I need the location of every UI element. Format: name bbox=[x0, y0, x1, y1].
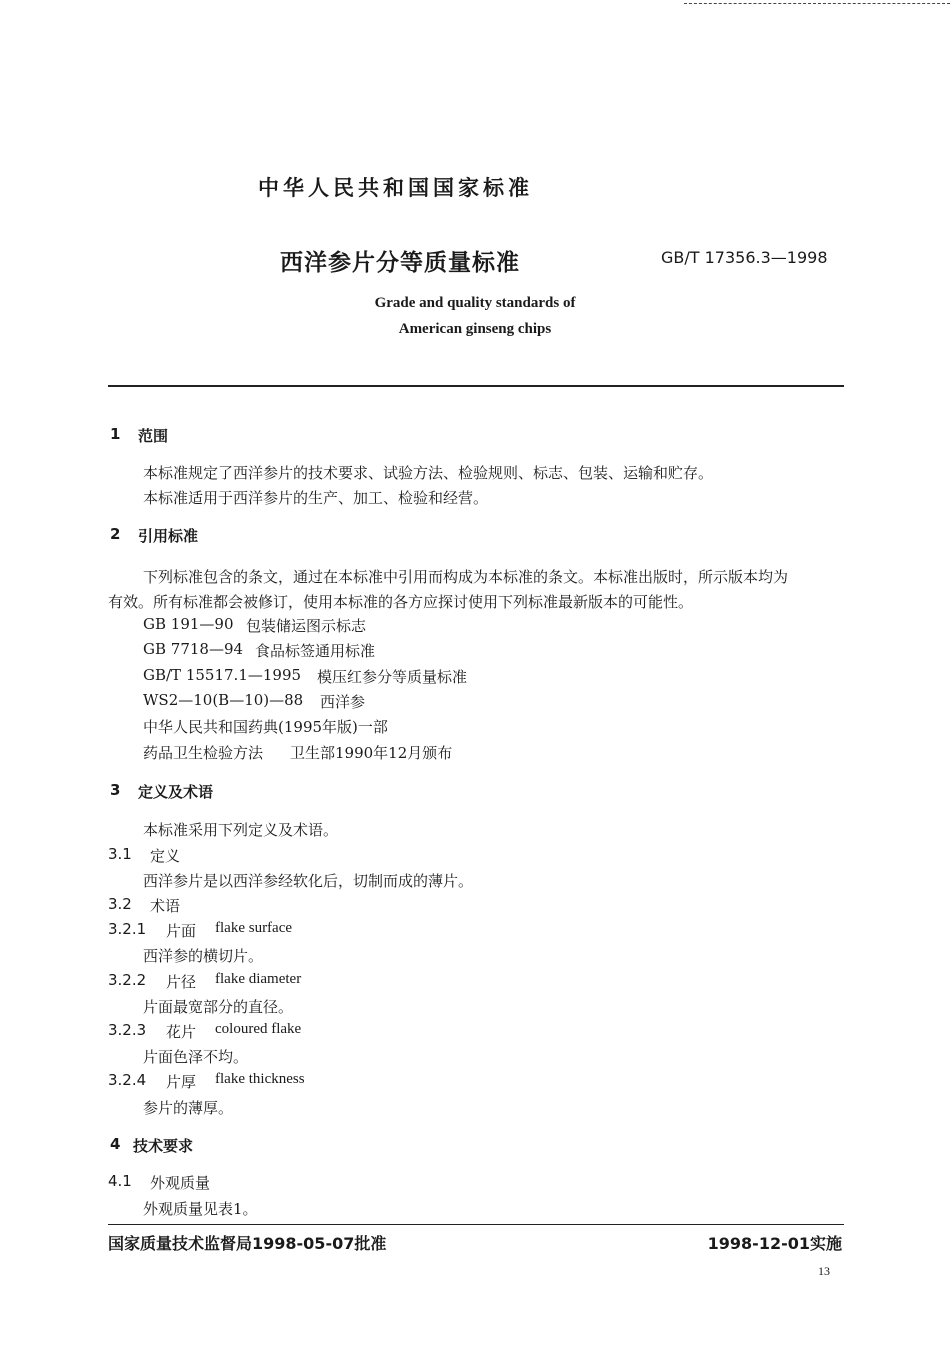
reference-name: 食品标签通用标准 bbox=[255, 642, 376, 660]
reference-name: 包装储运图示标志 bbox=[246, 617, 367, 635]
reference-code: WS2—10(B—10)—88 bbox=[143, 691, 304, 709]
page-number: 13 bbox=[818, 1264, 830, 1278]
reference-code: GB/T 15517.1—1995 bbox=[143, 666, 302, 684]
clause-3-1-title: 定义 bbox=[150, 847, 181, 865]
clause-3-2-number: 3.2 bbox=[108, 895, 132, 913]
section-2-para-line-2: 有效。所有标准都会被修订，使用本标准的各方应探讨使用下列标准最新版本的可能性。 bbox=[108, 593, 694, 611]
top-edge-rule bbox=[684, 3, 950, 4]
clause-3-1-text: 西洋参片是以西洋参经软化后，切制而成的薄片。 bbox=[143, 872, 474, 890]
section-2-title: 引用标准 bbox=[138, 527, 199, 545]
section-1-number: 1 bbox=[110, 425, 121, 443]
section-4-title: 技术要求 bbox=[133, 1137, 194, 1155]
clause-4-1-number: 4.1 bbox=[108, 1172, 132, 1190]
reference-code: GB 191—90 bbox=[143, 615, 234, 633]
section-3-number: 3 bbox=[110, 781, 121, 799]
document-code: GB/T 17356.3—1998 bbox=[661, 248, 828, 267]
section-2-para-line-1: 下列标准包含的条文，通过在本标准中引用而构成为本标准的条文。本标准出版时，所示版本均为 bbox=[143, 568, 789, 586]
section-1-para-1: 本标准规定了西洋参片的技术要求、试验方法、检验规则、标志、包装、运输和贮存。 bbox=[143, 464, 714, 482]
clause-3-2-3-text: 片面色泽不均。 bbox=[143, 1048, 249, 1066]
reference-code: 药品卫生检验方法 bbox=[143, 744, 264, 762]
implementation-date: 1998-12-01实施 bbox=[707, 1234, 842, 1253]
reference-code: 中华人民共和国药典(1995年版)一部 bbox=[143, 718, 388, 736]
clause-3-2-4-term-en: flake thickness bbox=[215, 1071, 305, 1087]
clause-3-2-4-text: 参片的薄厚。 bbox=[143, 1099, 234, 1117]
clause-3-2-4-term-zh: 片厚 bbox=[166, 1073, 197, 1091]
approval-info: 国家质量技术监督局1998-05-07批准 bbox=[108, 1234, 387, 1253]
footer-divider bbox=[108, 1224, 844, 1225]
section-2-number: 2 bbox=[110, 525, 121, 543]
header-divider bbox=[108, 385, 844, 387]
clause-3-2-1-number: 3.2.1 bbox=[108, 920, 147, 938]
standard-org-title: 中华人民共和国国家标准 bbox=[258, 176, 533, 200]
reference-name: 卫生部1990年12月颁布 bbox=[290, 744, 453, 762]
english-title-line-2: American ginseng chips bbox=[398, 321, 552, 337]
reference-code: GB 7718—94 bbox=[143, 640, 244, 658]
english-title-line-1: Grade and quality standards of bbox=[374, 295, 576, 311]
clause-3-2-1-term-en: flake surface bbox=[215, 920, 293, 936]
clause-4-1-text: 外观质量见表1。 bbox=[143, 1200, 258, 1218]
document-title: 西洋参片分等质量标准 bbox=[280, 250, 520, 276]
clause-3-2-2-term-zh: 片径 bbox=[166, 973, 197, 991]
clause-3-1-number: 3.1 bbox=[108, 845, 132, 863]
reference-name: 模压红参分等质量标准 bbox=[317, 668, 468, 686]
reference-name: 西洋参 bbox=[320, 693, 366, 711]
clause-3-2-3-term-en: coloured flake bbox=[215, 1021, 302, 1037]
section-3-para-1: 本标准采用下列定义及术语。 bbox=[143, 821, 339, 839]
clause-3-2-1-term-zh: 片面 bbox=[166, 922, 197, 940]
section-3-title: 定义及术语 bbox=[138, 783, 214, 801]
clause-3-2-4-number: 3.2.4 bbox=[108, 1071, 147, 1089]
clause-3-2-2-term-en: flake diameter bbox=[215, 971, 302, 987]
clause-3-2-1-text: 西洋参的横切片。 bbox=[143, 947, 264, 965]
section-1-para-2: 本标准适用于西洋参片的生产、加工、检验和经营。 bbox=[143, 489, 489, 507]
clause-3-2-3-number: 3.2.3 bbox=[108, 1021, 147, 1039]
clause-3-2-2-text: 片面最宽部分的直径。 bbox=[143, 998, 294, 1016]
section-1-title: 范围 bbox=[138, 427, 169, 445]
clause-4-1-title: 外观质量 bbox=[150, 1174, 211, 1192]
section-4-number: 4 bbox=[110, 1135, 121, 1153]
clause-3-2-2-number: 3.2.2 bbox=[108, 971, 147, 989]
clause-3-2-3-term-zh: 花片 bbox=[166, 1023, 197, 1041]
clause-3-2-title: 术语 bbox=[150, 897, 181, 915]
